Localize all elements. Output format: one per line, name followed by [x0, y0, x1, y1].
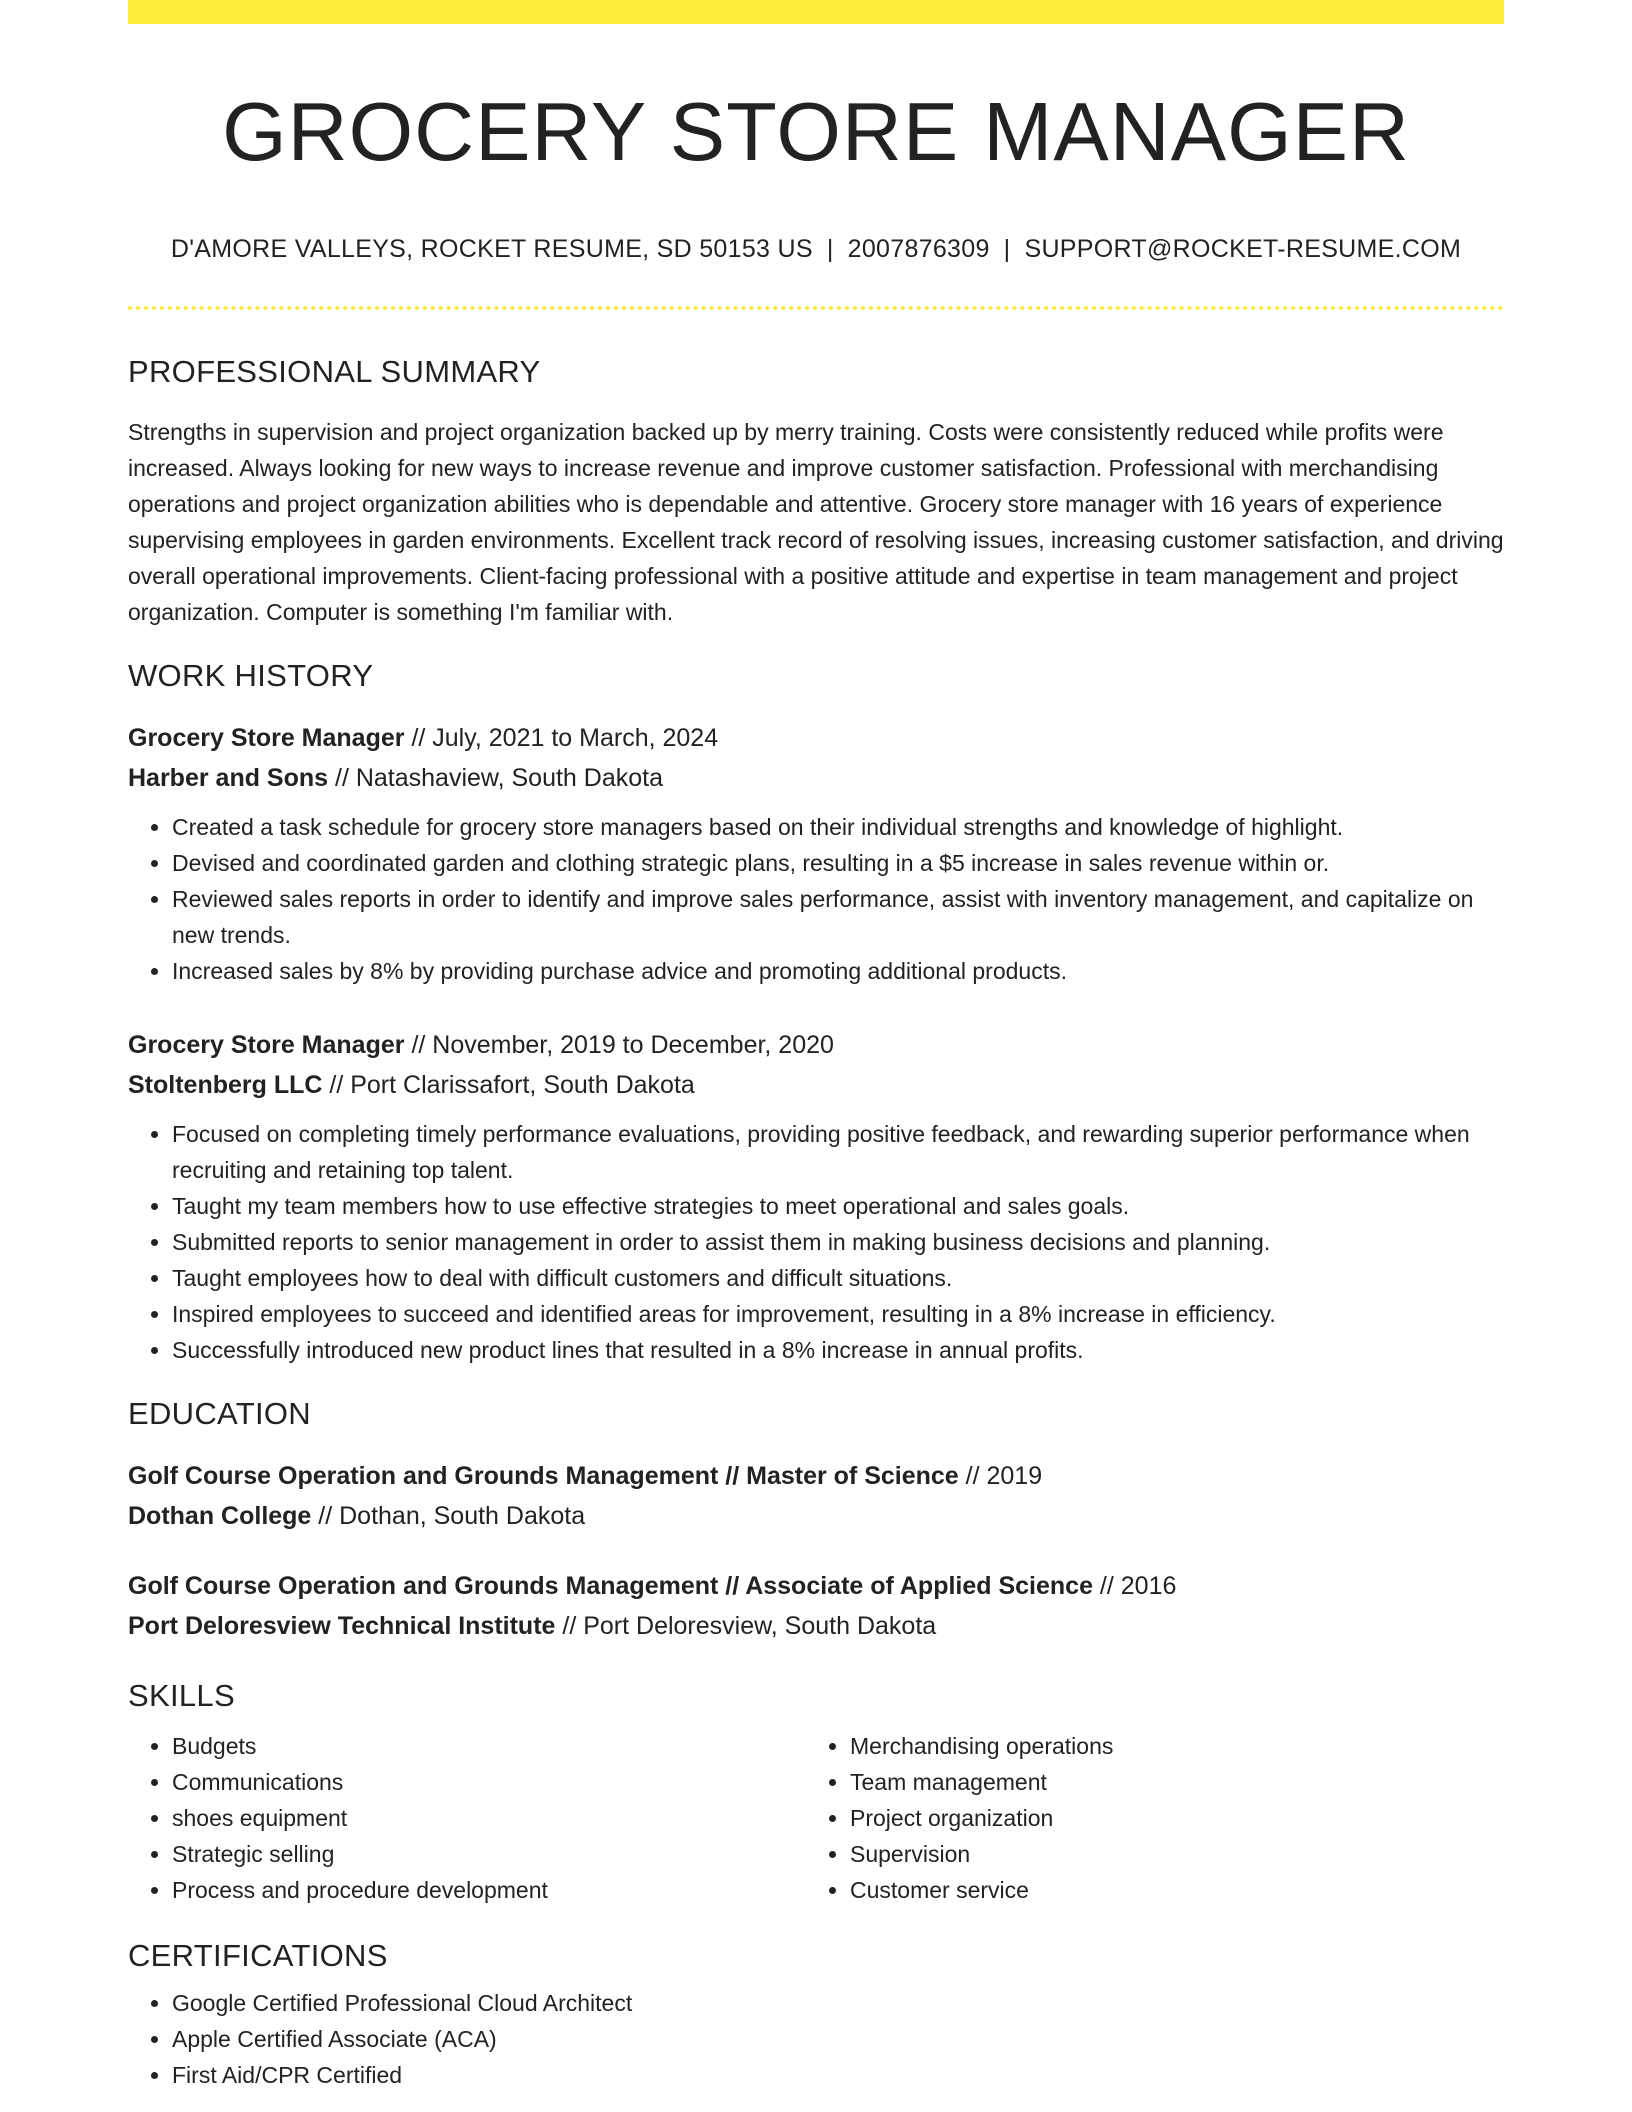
- education-entry: [128, 1566, 1504, 1646]
- summary-text: Strengths in supervision and project organization backed up by merry training. Costs were consistently reduced while profits were increased. Always looking for new ways to increase revenue and improve customer satisfaction. Professional with merchandising operations and project organization abilities who is dependable and attentive. Grocery store manager with 16 years of experience supervising employees in garden environments. Excellent track record of resolving issues, increasing customer satisfaction, and driving overall operational improvements. Client-facing professional with a positive attitude and expertise in team management and project organization. Computer is something I'm familiar with.: [128, 419, 1504, 626]
- contact-phone: 2007876309: [847, 235, 990, 264]
- education-year: // 2016: [1092, 1572, 1177, 1601]
- skill-item: • Budgets: [172, 1728, 806, 1764]
- contact-address: D'AMORE VALLEYS, ROCKET RESUME, SD 50153 US: [170, 235, 813, 264]
- certification-item: • Google Certified Professional Cloud Architect: [172, 1985, 1504, 2021]
- job-bullet: • Submitted reports to senior management in order to assist them in making business decisions and planning.: [172, 1224, 1504, 1260]
- skills-list-left: [128, 1728, 806, 1908]
- resume-page: [128, 0, 1504, 2093]
- summary-heading: PROFESSIONAL SUMMARY: [128, 354, 541, 390]
- job-bullet: • Increased sales by 8% by providing purchase advice and promoting additional products.: [172, 953, 1504, 989]
- job-role: Grocery Store Manager: [128, 724, 405, 753]
- job-bullet: • Successfully introduced new product lines that resulted in a 8% increase in annual profits.: [172, 1332, 1504, 1368]
- job-location: // Natashaview, South Dakota: [328, 764, 663, 793]
- education-location: // Dothan, South Dakota: [311, 1502, 586, 1531]
- contact-email: SUPPORT@ROCKET-RESUME.COM: [1024, 235, 1462, 264]
- job-company-line: [128, 1065, 1504, 1105]
- job-role-line: [128, 718, 1504, 758]
- certification-item: • Apple Certified Associate (ACA): [172, 2021, 1504, 2057]
- skills-heading: SKILLS: [128, 1678, 235, 1714]
- skill-item: • Communications: [172, 1764, 806, 1800]
- skill-item: • Strategic selling: [172, 1836, 806, 1872]
- education-degree-line: [128, 1566, 1504, 1606]
- skill-item: • Project organization: [850, 1800, 1484, 1836]
- skills-list-right: [806, 1728, 1484, 1908]
- certifications-list: [128, 1985, 1504, 2093]
- job-company-line: [128, 758, 1504, 798]
- education-location: // Port Deloresview, South Dakota: [555, 1612, 937, 1641]
- certifications-heading: CERTIFICATIONS: [128, 1938, 388, 1974]
- skill-item: • Team management: [850, 1764, 1484, 1800]
- job-bullet: • Taught employees how to deal with difficult customers and difficult situations.: [172, 1260, 1504, 1296]
- job-role: Grocery Store Manager: [128, 1031, 405, 1060]
- accent-bar: [128, 0, 1504, 24]
- education-heading: EDUCATION: [128, 1396, 311, 1432]
- job-bullet: • Taught my team members how to use effective strategies to meet operational and sales goals.: [172, 1188, 1504, 1224]
- skill-item: • Customer service: [850, 1872, 1484, 1908]
- education-degree-line: [128, 1456, 1504, 1496]
- job-bullets: [128, 1116, 1504, 1368]
- contact-separator: |: [826, 235, 834, 264]
- skills-columns: [128, 1728, 1504, 1908]
- contact-separator: |: [1003, 235, 1011, 264]
- job-role-line: [128, 1025, 1504, 1065]
- job-entry: [128, 1025, 1504, 1368]
- certification-item: • First Aid/CPR Certified: [172, 2057, 1504, 2093]
- job-company: Harber and Sons: [128, 764, 329, 793]
- header-divider: [128, 306, 1504, 310]
- job-bullet: • Devised and coordinated garden and clothing strategic plans, resulting in a $5 increase in sales revenue within or.: [172, 845, 1504, 881]
- education-degree: Golf Course Operation and Grounds Management // Associate of Applied Science: [128, 1572, 1093, 1601]
- education-degree: Golf Course Operation and Grounds Management // Master of Science: [128, 1462, 959, 1491]
- work-history-heading: WORK HISTORY: [128, 658, 374, 694]
- resume-name: GROCERY STORE MANAGER: [222, 85, 1410, 178]
- job-entry: [128, 718, 1504, 989]
- skill-item: • Process and procedure development: [172, 1872, 806, 1908]
- job-bullet: • Focused on completing timely performance evaluations, providing positive feedback, and rewarding superior performance when recruiting and retaining top talent.: [172, 1116, 1504, 1188]
- contact-line: [128, 235, 1504, 264]
- education-year: // 2019: [958, 1462, 1043, 1491]
- skill-item: • Supervision: [850, 1836, 1484, 1872]
- education-school-line: [128, 1496, 1504, 1536]
- skill-item: • Merchandising operations: [850, 1728, 1484, 1764]
- job-bullets: [128, 809, 1504, 989]
- skill-item: • shoes equipment: [172, 1800, 806, 1836]
- education-school: Port Deloresview Technical Institute: [128, 1612, 556, 1641]
- job-location: // Port Clarissafort, South Dakota: [322, 1071, 695, 1100]
- job-dates: // July, 2021 to March, 2024: [404, 724, 719, 753]
- job-bullet: • Reviewed sales reports in order to identify and improve sales performance, assist with inventory management, and capitalize on new trends.: [172, 881, 1504, 953]
- education-entry: [128, 1456, 1504, 1536]
- job-bullet: • Created a task schedule for grocery store managers based on their individual strengths and knowledge of highlight.: [172, 809, 1504, 845]
- job-company: Stoltenberg LLC: [128, 1071, 323, 1100]
- education-school-line: [128, 1606, 1504, 1646]
- job-dates: // November, 2019 to December, 2020: [404, 1031, 834, 1060]
- job-bullet: • Inspired employees to succeed and identified areas for improvement, resulting in a 8% increase in efficiency.: [172, 1296, 1504, 1332]
- education-school: Dothan College: [128, 1502, 312, 1531]
